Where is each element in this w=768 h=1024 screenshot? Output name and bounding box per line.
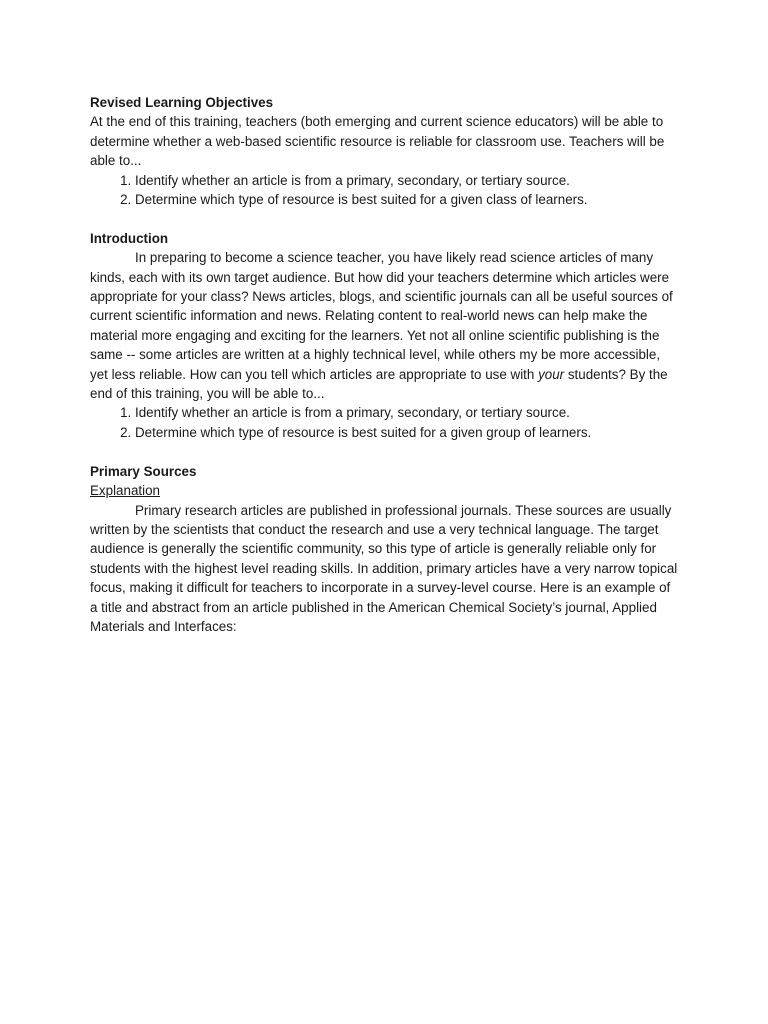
explanation-subheading: Explanation bbox=[90, 483, 160, 499]
introduction-body-text-2: students? By the end of this training, you will be able to... bbox=[90, 366, 668, 402]
introduction-heading: Introduction bbox=[90, 230, 169, 246]
introduction-section bbox=[90, 229, 680, 442]
primary-sources-heading: Primary Sources bbox=[90, 463, 197, 479]
introduction-list-item: 2. Determine which type of resource is best suited for a given group of learners. bbox=[135, 423, 680, 442]
objectives-list-item: 2. Determine which type of resource is best suited for a given class of learners. bbox=[135, 190, 680, 209]
introduction-list-item: 1. Identify whether an article is from a primary, secondary, or tertiary source. bbox=[135, 403, 680, 422]
objectives-section bbox=[90, 93, 680, 209]
objectives-list-item: 1. Identify whether an article is from a primary, secondary, or tertiary source. bbox=[135, 171, 680, 190]
objectives-list bbox=[90, 171, 680, 210]
introduction-body-italic: your bbox=[538, 366, 565, 382]
introduction-body-text-1: In preparing to become a science teacher, you have likely read science articles of many kinds, each with its own target audience. But how did your teachers determine which articles were appropriate for your class? News articles, blogs, and scientific journals can all be useful sources of current scientific information and news. Relating content to real-world news can help make the material more engaging and exciting for the learners. Yet not all online scientific publishing is the same -- some articles are written at a highly technical level, while others my be more accessible, yet less reliable. How can you tell which articles are appropriate to use with bbox=[90, 250, 673, 382]
introduction-list bbox=[90, 403, 680, 442]
introduction-body bbox=[90, 248, 680, 403]
primary-sources-section bbox=[90, 462, 680, 637]
objectives-body: At the end of this training, teachers (both emerging and current science educators) will be able to determine whether a web-based scientific resource is reliable for classroom use. Teachers will be able to... bbox=[90, 114, 665, 169]
objectives-heading: Revised Learning Objectives bbox=[90, 95, 274, 110]
document-page bbox=[90, 93, 680, 636]
primary-sources-body: Primary research articles are published in professional journals. These sources are usually written by the scientists that conduct the research and use a very technical language. The target audience is generally the scientific community, so this type of article is generally reliable only for students with the highest level reading skills. In addition, primary articles have a very narrow topical focus, making it difficult for teachers to incorporate in a survey-level course. Here is an example of a title and abstract from an article published in the American Chemical Society’s journal, Applied Materials and Interfaces: bbox=[90, 502, 678, 634]
